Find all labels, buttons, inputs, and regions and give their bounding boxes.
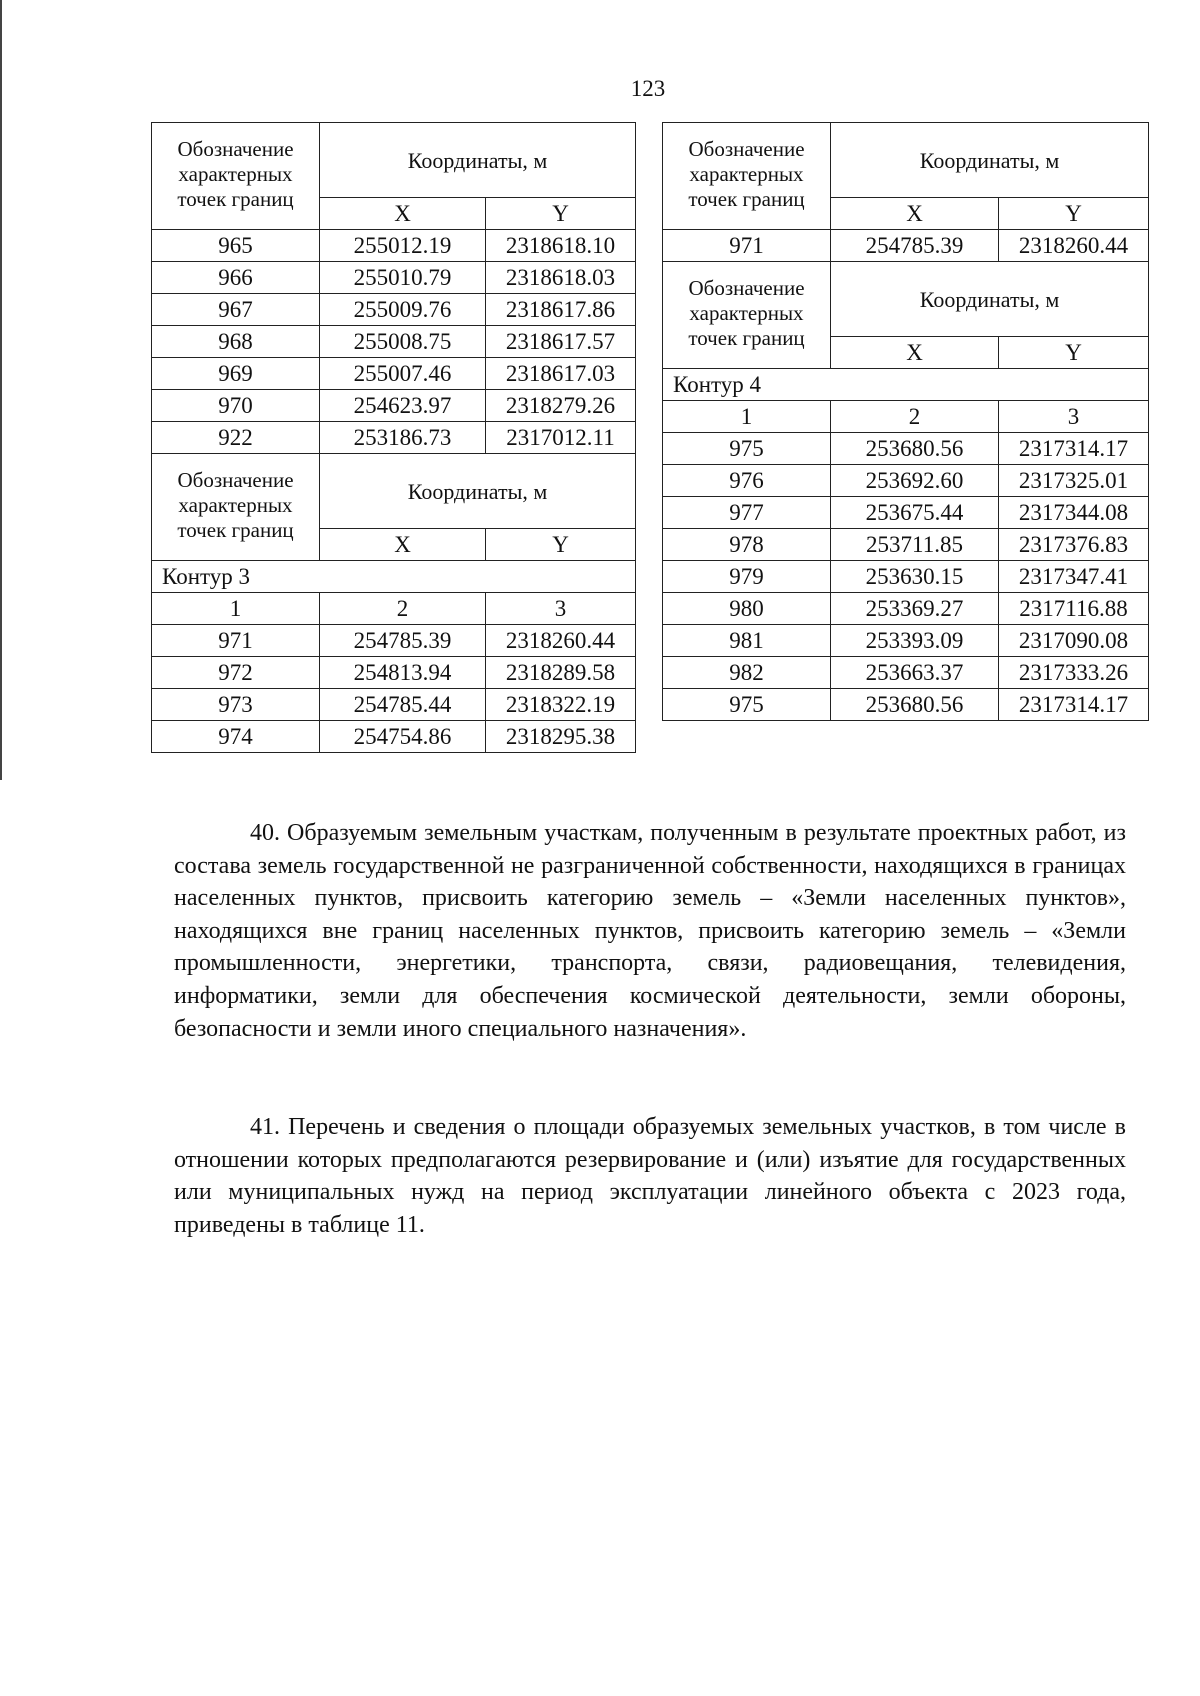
column-number: 1 (152, 593, 320, 625)
table-row (152, 625, 636, 657)
column-number: 1 (663, 401, 831, 433)
header-point-designation: Обозначение характерных точек границ (663, 123, 831, 230)
point-number: 971 (152, 625, 320, 657)
table-row (663, 561, 1149, 593)
contour-label: Контур 4 (663, 369, 1149, 401)
header-y: Y (486, 529, 636, 561)
column-number: 2 (831, 401, 999, 433)
x-coordinate: 253186.73 (320, 422, 486, 454)
x-coordinate: 253680.56 (831, 433, 999, 465)
header-point-designation: Обозначение характерных точек границ (663, 262, 831, 369)
x-coordinate: 253711.85 (831, 529, 999, 561)
table-row (152, 657, 636, 689)
table-row (152, 358, 636, 390)
y-coordinate: 2317116.88 (999, 593, 1149, 625)
contour-row (663, 369, 1149, 401)
header-coordinates: Координаты, м (320, 123, 636, 198)
header-x: X (831, 198, 999, 230)
y-coordinate: 2318289.58 (486, 657, 636, 689)
coordinates-table-left (151, 122, 636, 753)
header-x: X (831, 337, 999, 369)
x-coordinate: 253680.56 (831, 689, 999, 721)
y-coordinate: 2317325.01 (999, 465, 1149, 497)
x-coordinate: 253692.60 (831, 465, 999, 497)
x-coordinate: 254785.39 (831, 230, 999, 262)
y-coordinate: 2318617.57 (486, 326, 636, 358)
y-coordinate: 2318617.86 (486, 294, 636, 326)
header-x: X (320, 198, 486, 230)
table-row (152, 390, 636, 422)
header-coordinates: Координаты, м (831, 123, 1149, 198)
table-row (152, 721, 636, 753)
x-coordinate: 254813.94 (320, 657, 486, 689)
y-coordinate: 2318260.44 (999, 230, 1149, 262)
y-coordinate: 2318322.19 (486, 689, 636, 721)
table-row (152, 689, 636, 721)
contour-row (152, 561, 636, 593)
x-coordinate: 255009.76 (320, 294, 486, 326)
point-number: 980 (663, 593, 831, 625)
column-number-row (663, 401, 1149, 433)
header-y: Y (999, 337, 1149, 369)
table-row (152, 326, 636, 358)
x-coordinate: 254785.44 (320, 689, 486, 721)
y-coordinate: 2318260.44 (486, 625, 636, 657)
table-header-row (152, 454, 636, 529)
y-coordinate: 2317347.41 (999, 561, 1149, 593)
x-coordinate: 255010.79 (320, 262, 486, 294)
y-coordinate: 2317314.17 (999, 433, 1149, 465)
point-number: 977 (663, 497, 831, 529)
table-row (152, 262, 636, 294)
x-coordinate: 253630.15 (831, 561, 999, 593)
header-x: X (320, 529, 486, 561)
point-number: 976 (663, 465, 831, 497)
point-number: 978 (663, 529, 831, 561)
header-y: Y (486, 198, 636, 230)
y-coordinate: 2317344.08 (999, 497, 1149, 529)
column-number: 3 (999, 401, 1149, 433)
point-number: 975 (663, 433, 831, 465)
y-coordinate: 2317314.17 (999, 689, 1149, 721)
x-coordinate: 254623.97 (320, 390, 486, 422)
x-coordinate: 254785.39 (320, 625, 486, 657)
y-coordinate: 2318618.10 (486, 230, 636, 262)
table-row (152, 230, 636, 262)
header-coordinates: Координаты, м (320, 454, 636, 529)
y-coordinate: 2318295.38 (486, 721, 636, 753)
table-row (663, 625, 1149, 657)
point-number: 969 (152, 358, 320, 390)
table-header-row (663, 262, 1149, 337)
table-row (663, 689, 1149, 721)
table-header-row (663, 123, 1149, 198)
point-number: 971 (663, 230, 831, 262)
x-coordinate: 253663.37 (831, 657, 999, 689)
table-row (663, 433, 1149, 465)
point-number: 967 (152, 294, 320, 326)
y-coordinate: 2318617.03 (486, 358, 636, 390)
y-coordinate: 2317376.83 (999, 529, 1149, 561)
page-number: 123 (630, 76, 666, 101)
x-coordinate: 255007.46 (320, 358, 486, 390)
point-number: 981 (663, 625, 831, 657)
y-coordinate: 2318618.03 (486, 262, 636, 294)
paragraph-41: 41. Перечень и сведения о площади образуемых земельных участков, в том числе в отношении которых предполагаются резервирование и (или) изъятие для государственных или муниципальных нужд на период эксплуатации линейного объекта с 2023 года, приведены в таблице 11. (174, 1114, 1126, 1238)
point-number: 974 (152, 721, 320, 753)
column-number: 3 (486, 593, 636, 625)
table-row (663, 529, 1149, 561)
column-number-row (152, 593, 636, 625)
x-coordinate: 255012.19 (320, 230, 486, 262)
header-point-designation: Обозначение характерных точек границ (152, 123, 320, 230)
point-number: 965 (152, 230, 320, 262)
y-coordinate: 2317012.11 (486, 422, 636, 454)
contour-label: Контур 3 (152, 561, 636, 593)
coordinates-table-right (662, 122, 1149, 721)
paragraph-40: 40. Образуемым земельным участкам, полученным в результате проектных работ, из состава земель государственной не разграниченной собственности, находящихся в границах населенных пунктов, присвоить категорию земель – «Земли населенных пунктов», находящихся вне границ населенных пунктов, присвоить категорию земель – «Земли промышленности, энергетики, транспорта, связи, радиовещания, телевидения, информатики, земли для обеспечения космической деятельности, земли обороны, безопасности и земли иного специального назначения». (174, 820, 1126, 1042)
point-number: 975 (663, 689, 831, 721)
point-number: 970 (152, 390, 320, 422)
table-row (663, 230, 1149, 262)
table-row (152, 422, 636, 454)
x-coordinate: 254754.86 (320, 721, 486, 753)
point-number: 972 (152, 657, 320, 689)
y-coordinate: 2317090.08 (999, 625, 1149, 657)
y-coordinate: 2317333.26 (999, 657, 1149, 689)
header-y: Y (999, 198, 1149, 230)
y-coordinate: 2318279.26 (486, 390, 636, 422)
point-number: 966 (152, 262, 320, 294)
point-number: 979 (663, 561, 831, 593)
header-point-designation: Обозначение характерных точек границ (152, 454, 320, 561)
x-coordinate: 253675.44 (831, 497, 999, 529)
point-number: 973 (152, 689, 320, 721)
table-row (663, 465, 1149, 497)
table-header-row (152, 123, 636, 198)
scan-edge-line (0, 0, 2, 780)
point-number: 922 (152, 422, 320, 454)
point-number: 968 (152, 326, 320, 358)
header-coordinates: Координаты, м (831, 262, 1149, 337)
x-coordinate: 255008.75 (320, 326, 486, 358)
table-row (663, 593, 1149, 625)
x-coordinate: 253369.27 (831, 593, 999, 625)
table-row (663, 657, 1149, 689)
x-coordinate: 253393.09 (831, 625, 999, 657)
table-row (663, 497, 1149, 529)
point-number: 982 (663, 657, 831, 689)
column-number: 2 (320, 593, 486, 625)
table-row (152, 294, 636, 326)
